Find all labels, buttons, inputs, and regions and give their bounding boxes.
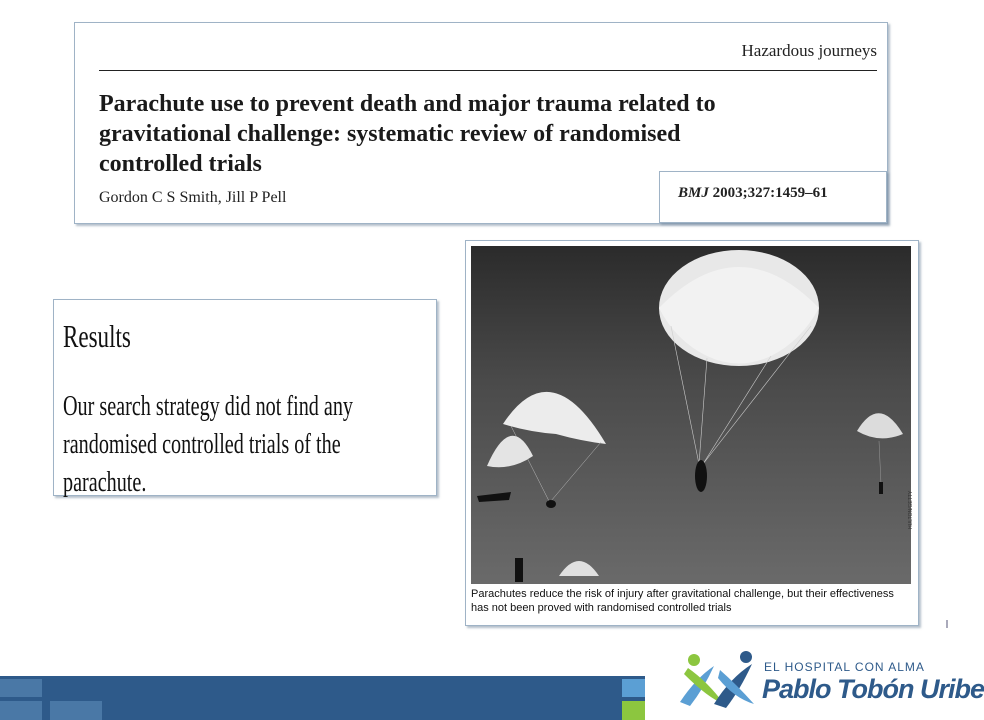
parachute-small-right <box>857 413 903 494</box>
parachute-large <box>659 250 819 492</box>
footer-tile <box>50 701 102 720</box>
footer-tile <box>0 701 42 720</box>
citation <box>678 185 828 202</box>
article-authors: Gordon C S Smith, Jill P Pell <box>99 189 287 206</box>
logo-tagline: EL HOSPITAL CON ALMA <box>764 660 925 674</box>
photo-credit: HULTON/GETTY <box>908 490 914 529</box>
footer-tile-accent-green <box>622 701 645 720</box>
logo-name: Pablo Tobón Uribe <box>762 674 984 704</box>
footer-tile-accent-blue <box>622 679 645 697</box>
header-rule <box>99 70 877 71</box>
edge-mark <box>946 620 948 628</box>
parachute-lower <box>515 558 599 582</box>
results-body: Our search strategy did not find any randomised controlled trials of the parachute. <box>63 391 354 498</box>
footer-tile <box>0 679 42 697</box>
section-tag: Hazardous journeys <box>741 41 877 60</box>
results-card <box>53 299 437 496</box>
photo-caption: Parachutes reduce the risk of injury after gravitational challenge, but their effectiveness has not been proved with randomised controlled trials <box>471 588 894 614</box>
citation-details: 2003;327:1459–61 <box>708 185 828 201</box>
photo-card <box>465 240 919 626</box>
hospital-logo <box>674 648 984 712</box>
citation-card <box>659 171 887 223</box>
article-title: Parachute use to prevent death and major trauma related to gravitational challenge: systematic review of randomised controlled trials <box>99 91 716 177</box>
citation-journal: BMJ <box>678 185 709 201</box>
parachute-small-left <box>487 436 533 468</box>
logo-figures-icon <box>674 648 760 710</box>
aircraft-silhouette <box>477 492 511 502</box>
parachute-illustration <box>471 246 911 584</box>
results-heading: Results <box>63 318 131 354</box>
parachute-photo <box>471 246 911 584</box>
